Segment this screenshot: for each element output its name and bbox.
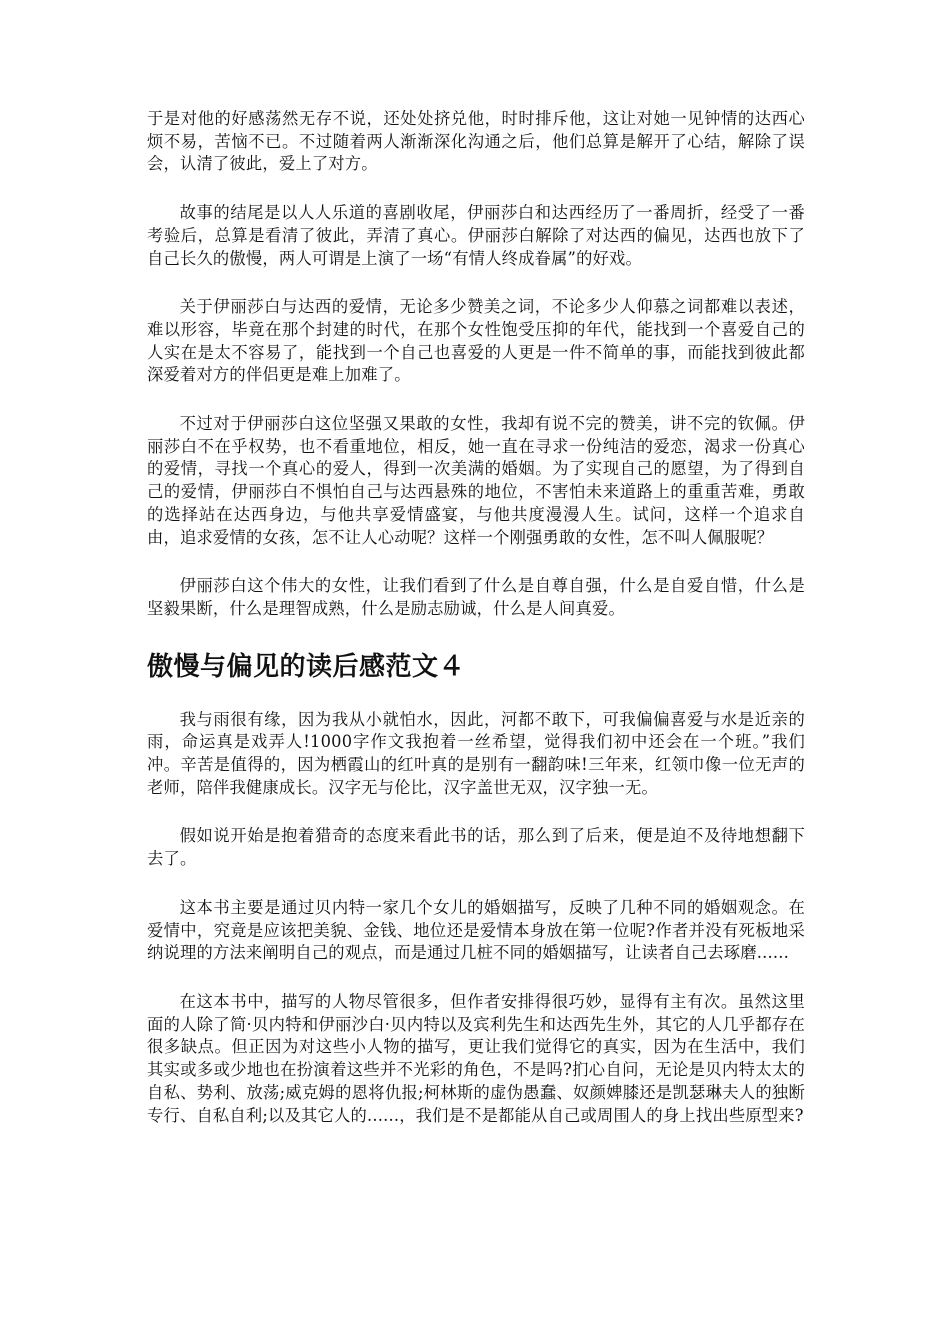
paragraph: 关于伊丽莎白与达西的爱情，无论多少赞美之词，不论多少人仰慕之词都难以表述，难以形容，毕竟在那个封建的时代，在那个女性饱受压抑的年代，能找到一个喜爱自己的人实在是太不容易了，能找到一个自己也喜爱的人更是一件不简单的事，而能找到彼此都深爱着对方的伴侣更是难上加难了。 [147,297,805,385]
document-page [147,108,805,1153]
paragraph: 这本书主要是通过贝内特一家几个女儿的婚姻描写，反映了几种不同的婚姻观念。在爱情中，究竟是应该把美貌、金钱、地位还是爱情本身放在第一位呢?作者并没有死板地采纳说理的方法来阐明自己的观点，而是通过几桩不同的婚姻描写，让读者自己去琢磨...... [147,897,805,963]
paragraph: 伊丽莎白这个伟大的女性，让我们看到了什么是自尊自强，什么是自爱自惜，什么是坚毅果断，什么是理智成熟，什么是励志励诚，什么是人间真爱。 [147,576,805,618]
paragraph: 我与雨很有缘，因为我从小就怕水，因此，河都不敢下，可我偏偏喜爱与水是近亲的雨，命运真是戏弄人!1000字作文我抱着一丝希望，觉得我们初中还会在一个班。”我们冲。辛苦是值得的，因为栖霞山的红叶真的是别有一翻韵味!三年来，红领巾像一位无声的老师，陪伴我健康成长。汉字无与伦比，汉字盖世无双，汉字独一无。 [147,709,805,797]
paragraph: 在这本书中，描写的人物尽管很多，但作者安排得很巧妙，显得有主有次。虽然这里面的人除了简·贝内特和伊丽沙白·贝内特以及宾利先生和达西先生外，其它的人几乎都存在很多缺点。但正因为对这些小人物的描写，更让我们觉得它的真实，因为在生活中，我们其实或多或少地也在扮演着这些并不光彩的角色，不是吗?扪心自问，无论是贝内特太太的自私、势利、放荡;威克姆的恩将仇报;柯林斯的虚伪愚蠢、奴颜婢膝还是凯瑟琳夫人的独断专行、自私自利;以及其它人的......，我们是不是都能从自己或周围人的身上找出些原型来? [147,991,805,1125]
paragraph: 假如说开始是抱着猎奇的态度来看此书的话，那么到了后来，便是迫不及待地想翻下去了。 [147,826,805,869]
section-heading: 傲慢与偏见的读后感范文４ [147,651,466,682]
paragraph: 故事的结尾是以人人乐道的喜剧收尾，伊丽莎白和达西经历了一番周折，经受了一番考验后，总算是看清了彼此，弄清了真心。伊丽莎白解除了对达西的偏见，达西也放下了自己长久的傲慢，两人可谓是上演了一场“有情人终成眷属”的好戏。 [147,203,805,268]
paragraph: 不过对于伊丽莎白这位坚强又果敢的女性，我却有说不完的赞美，讲不完的钦佩。伊丽莎白不在乎权势，也不看重地位，相反，她一直在寻求一份纯洁的爱恋，渴求一份真心的爱情，寻找一个真心的爱人，得到一次美满的婚姻。为了实现自己的愿望，为了得到自己的爱情，伊丽莎白不惧怕自己与达西悬殊的地位，不害怕未来道路上的重重苦难，勇敢的选择站在达西身边，与他共享爱情盛宴，与他共度漫漫人生。试问，这样一个追求自由，追求爱情的女孩，怎不让人心动呢？这样一个刚强勇敢的女性，怎不叫人佩服呢？ [147,414,805,547]
paragraph-continued: 于是对他的好感荡然无存不说，还处处挤兑他，时时排斥他，这让对她一见钟情的达西心烦不易，苦恼不已。不过随着两人渐渐深化沟通之后，他们总算是解开了心结，解除了误会，认清了彼此，爱上了对方。 [147,109,805,174]
